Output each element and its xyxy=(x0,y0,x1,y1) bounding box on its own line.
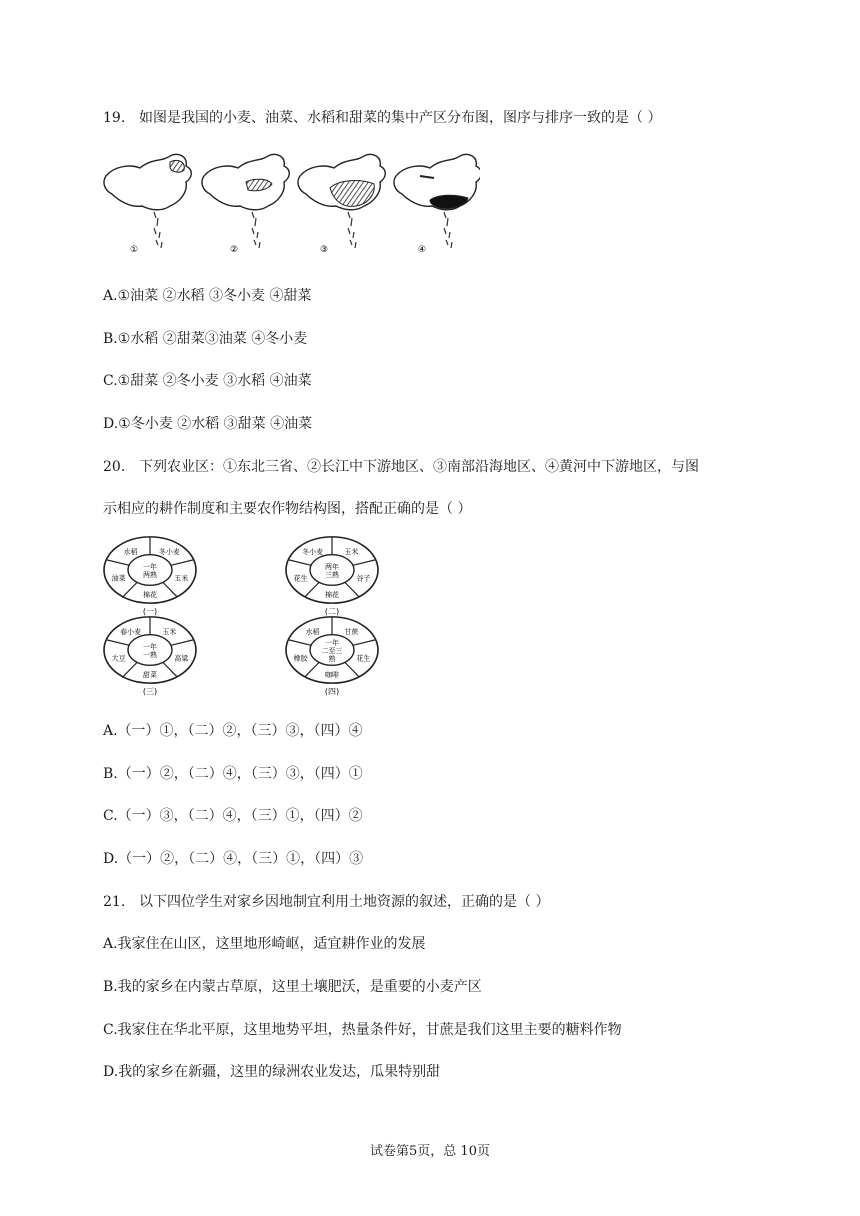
wheel-crop-label: 棉花 xyxy=(143,590,157,599)
q21-option-b: B.我的家乡在内蒙古草原，这里土壤肥沃，是重要的小麦产区 xyxy=(103,979,482,995)
wheel-divider xyxy=(171,560,194,566)
wheel-center-label: 二至三 xyxy=(321,647,343,655)
wheel-crop-label: 花生 xyxy=(293,574,308,583)
wheel-divider xyxy=(305,582,319,596)
q21-number: 21. xyxy=(103,894,126,910)
rotation-wheel xyxy=(286,537,378,616)
q20-number: 20. xyxy=(103,459,126,475)
wheel-center-label: 熟 xyxy=(328,655,336,663)
wheel-divider xyxy=(123,662,137,676)
map-label-4: ④ xyxy=(418,245,427,255)
q21-stem-line xyxy=(103,892,549,912)
map-label-3: ③ xyxy=(320,245,329,255)
wheel-crop-label: 大豆 xyxy=(111,654,126,663)
wheel-crop-label: 高粱 xyxy=(174,654,189,663)
q20-wheels-figure xyxy=(100,532,410,704)
q21-option-d: D.我的家乡在新疆，这里的绿洲农业发达，瓜果特别甜 xyxy=(103,1064,441,1080)
wheel-divider xyxy=(288,640,311,646)
map-4 xyxy=(394,154,480,255)
wheel-divider xyxy=(163,662,177,676)
wheel-crop-label: 油菜 xyxy=(111,574,126,583)
wheel-center-label: 一年 xyxy=(325,639,339,647)
rotation-wheel xyxy=(104,537,196,616)
wheel-divider xyxy=(353,560,376,566)
map-label-2: ② xyxy=(230,245,239,255)
wheel-crop-label: 春小麦 xyxy=(120,627,142,636)
q20-stem-1: 下列农业区：①东北三省、②长江中下游地区、③南部沿海地区、④黄河中下游地区，与图 xyxy=(139,459,699,475)
wheel-divider xyxy=(345,662,359,676)
wheel-divider xyxy=(305,662,319,676)
wheel-divider xyxy=(345,582,359,596)
q20-option-c: C.（一）③，（二）④，（三）①，（四）② xyxy=(103,808,363,824)
wheel-crop-label: 橡胶 xyxy=(293,654,308,663)
wheel-crop-label: 棉花 xyxy=(325,590,339,599)
wheel-divider xyxy=(163,582,177,596)
wheel-divider xyxy=(106,640,129,646)
q20-option-d: D.（一）②，（二）④，（三）①，（四）③ xyxy=(103,851,364,867)
q20-option-b: B.（一）②，（二）④，（三）③，（四）① xyxy=(103,766,363,782)
wheel-crop-label: 谷子 xyxy=(356,574,371,583)
map-1 xyxy=(104,154,191,255)
q19-maps-figure xyxy=(100,148,480,266)
q19-option-b: B.①水稻 ②甜菜③油菜 ④冬小麦 xyxy=(103,331,308,347)
wheel-center-label: 一熟 xyxy=(143,651,157,659)
wheel-caption: (四) xyxy=(324,687,340,697)
wheel-divider xyxy=(171,640,194,646)
wheel-caption: (二) xyxy=(324,607,340,617)
wheel-divider xyxy=(123,582,137,596)
wheel-crop-label: 甜菜 xyxy=(143,670,157,679)
q20-stem-line-2: 示相应的耕作制度和主要农作物结构图，搭配正确的是（ ） xyxy=(103,501,472,517)
q19-option-c: C.①甜菜 ②冬小麦 ③水稻 ④油菜 xyxy=(103,373,312,389)
q19-option-d: D.①冬小麦 ②水稻 ③甜菜 ④油菜 xyxy=(103,416,313,432)
wheel-center-label: 两熟 xyxy=(143,571,157,579)
page-footer: 试卷第5页，总 10页 xyxy=(370,1144,490,1159)
q19-stem: 如图是我国的小麦、油菜、水稻和甜菜的集中产区分布图，图序与排序一致的是（ ） xyxy=(139,110,662,126)
wheel-caption: (一) xyxy=(142,607,158,617)
map-3 xyxy=(298,154,385,255)
q21-option-a: A.我家住在山区，这里地形崎岖，适宜耕作业的发展 xyxy=(103,936,426,952)
wheel-divider xyxy=(288,560,311,566)
wheel-crop-label: 冬小麦 xyxy=(158,547,180,556)
q19-stem-line xyxy=(103,108,661,128)
wheel-crop-label: 玉米 xyxy=(174,574,189,583)
rotation-wheel xyxy=(104,617,196,696)
wheel-divider xyxy=(106,560,129,566)
rotation-wheel xyxy=(286,617,378,696)
map-2 xyxy=(202,154,289,255)
q21-option-c: C.我家住在华北平原，这里地势平坦，热量条件好，甘蔗是我们这里主要的糖料作物 xyxy=(103,1022,622,1038)
wheel-crop-label: 冬小麦 xyxy=(302,547,324,556)
q19-number: 19. xyxy=(103,110,126,126)
q20-option-a: A.（一）①，（二）②，（三）③，（四）④ xyxy=(103,723,363,739)
wheel-center-label: 三熟 xyxy=(325,571,339,579)
wheel-crop-label: 咖啡 xyxy=(325,670,339,679)
wheel-caption: (三) xyxy=(142,687,158,697)
wheel-crop-label: 水稻 xyxy=(123,547,138,556)
wheel-divider xyxy=(353,640,376,646)
wheel-crop-label: 玉米 xyxy=(344,547,359,556)
wheel-center-label: 一年 xyxy=(143,563,157,571)
q20-stem-line-1 xyxy=(103,457,699,477)
wheel-center-label: 一年 xyxy=(143,643,157,651)
wheel-crop-label: 甘蔗 xyxy=(344,627,359,636)
wheel-crop-label: 花生 xyxy=(356,654,371,663)
map-label-1: ① xyxy=(130,245,139,255)
q19-option-a: A.①油菜 ②水稻 ③冬小麦 ④甜菜 xyxy=(103,288,312,304)
q21-stem: 以下四位学生对家乡因地制宜利用土地资源的叙述，正确的是（ ） xyxy=(139,894,550,910)
wheel-crop-label: 水稻 xyxy=(305,627,320,636)
wheel-crop-label: 玉米 xyxy=(162,627,177,636)
wheel-center-label: 两年 xyxy=(325,563,339,571)
